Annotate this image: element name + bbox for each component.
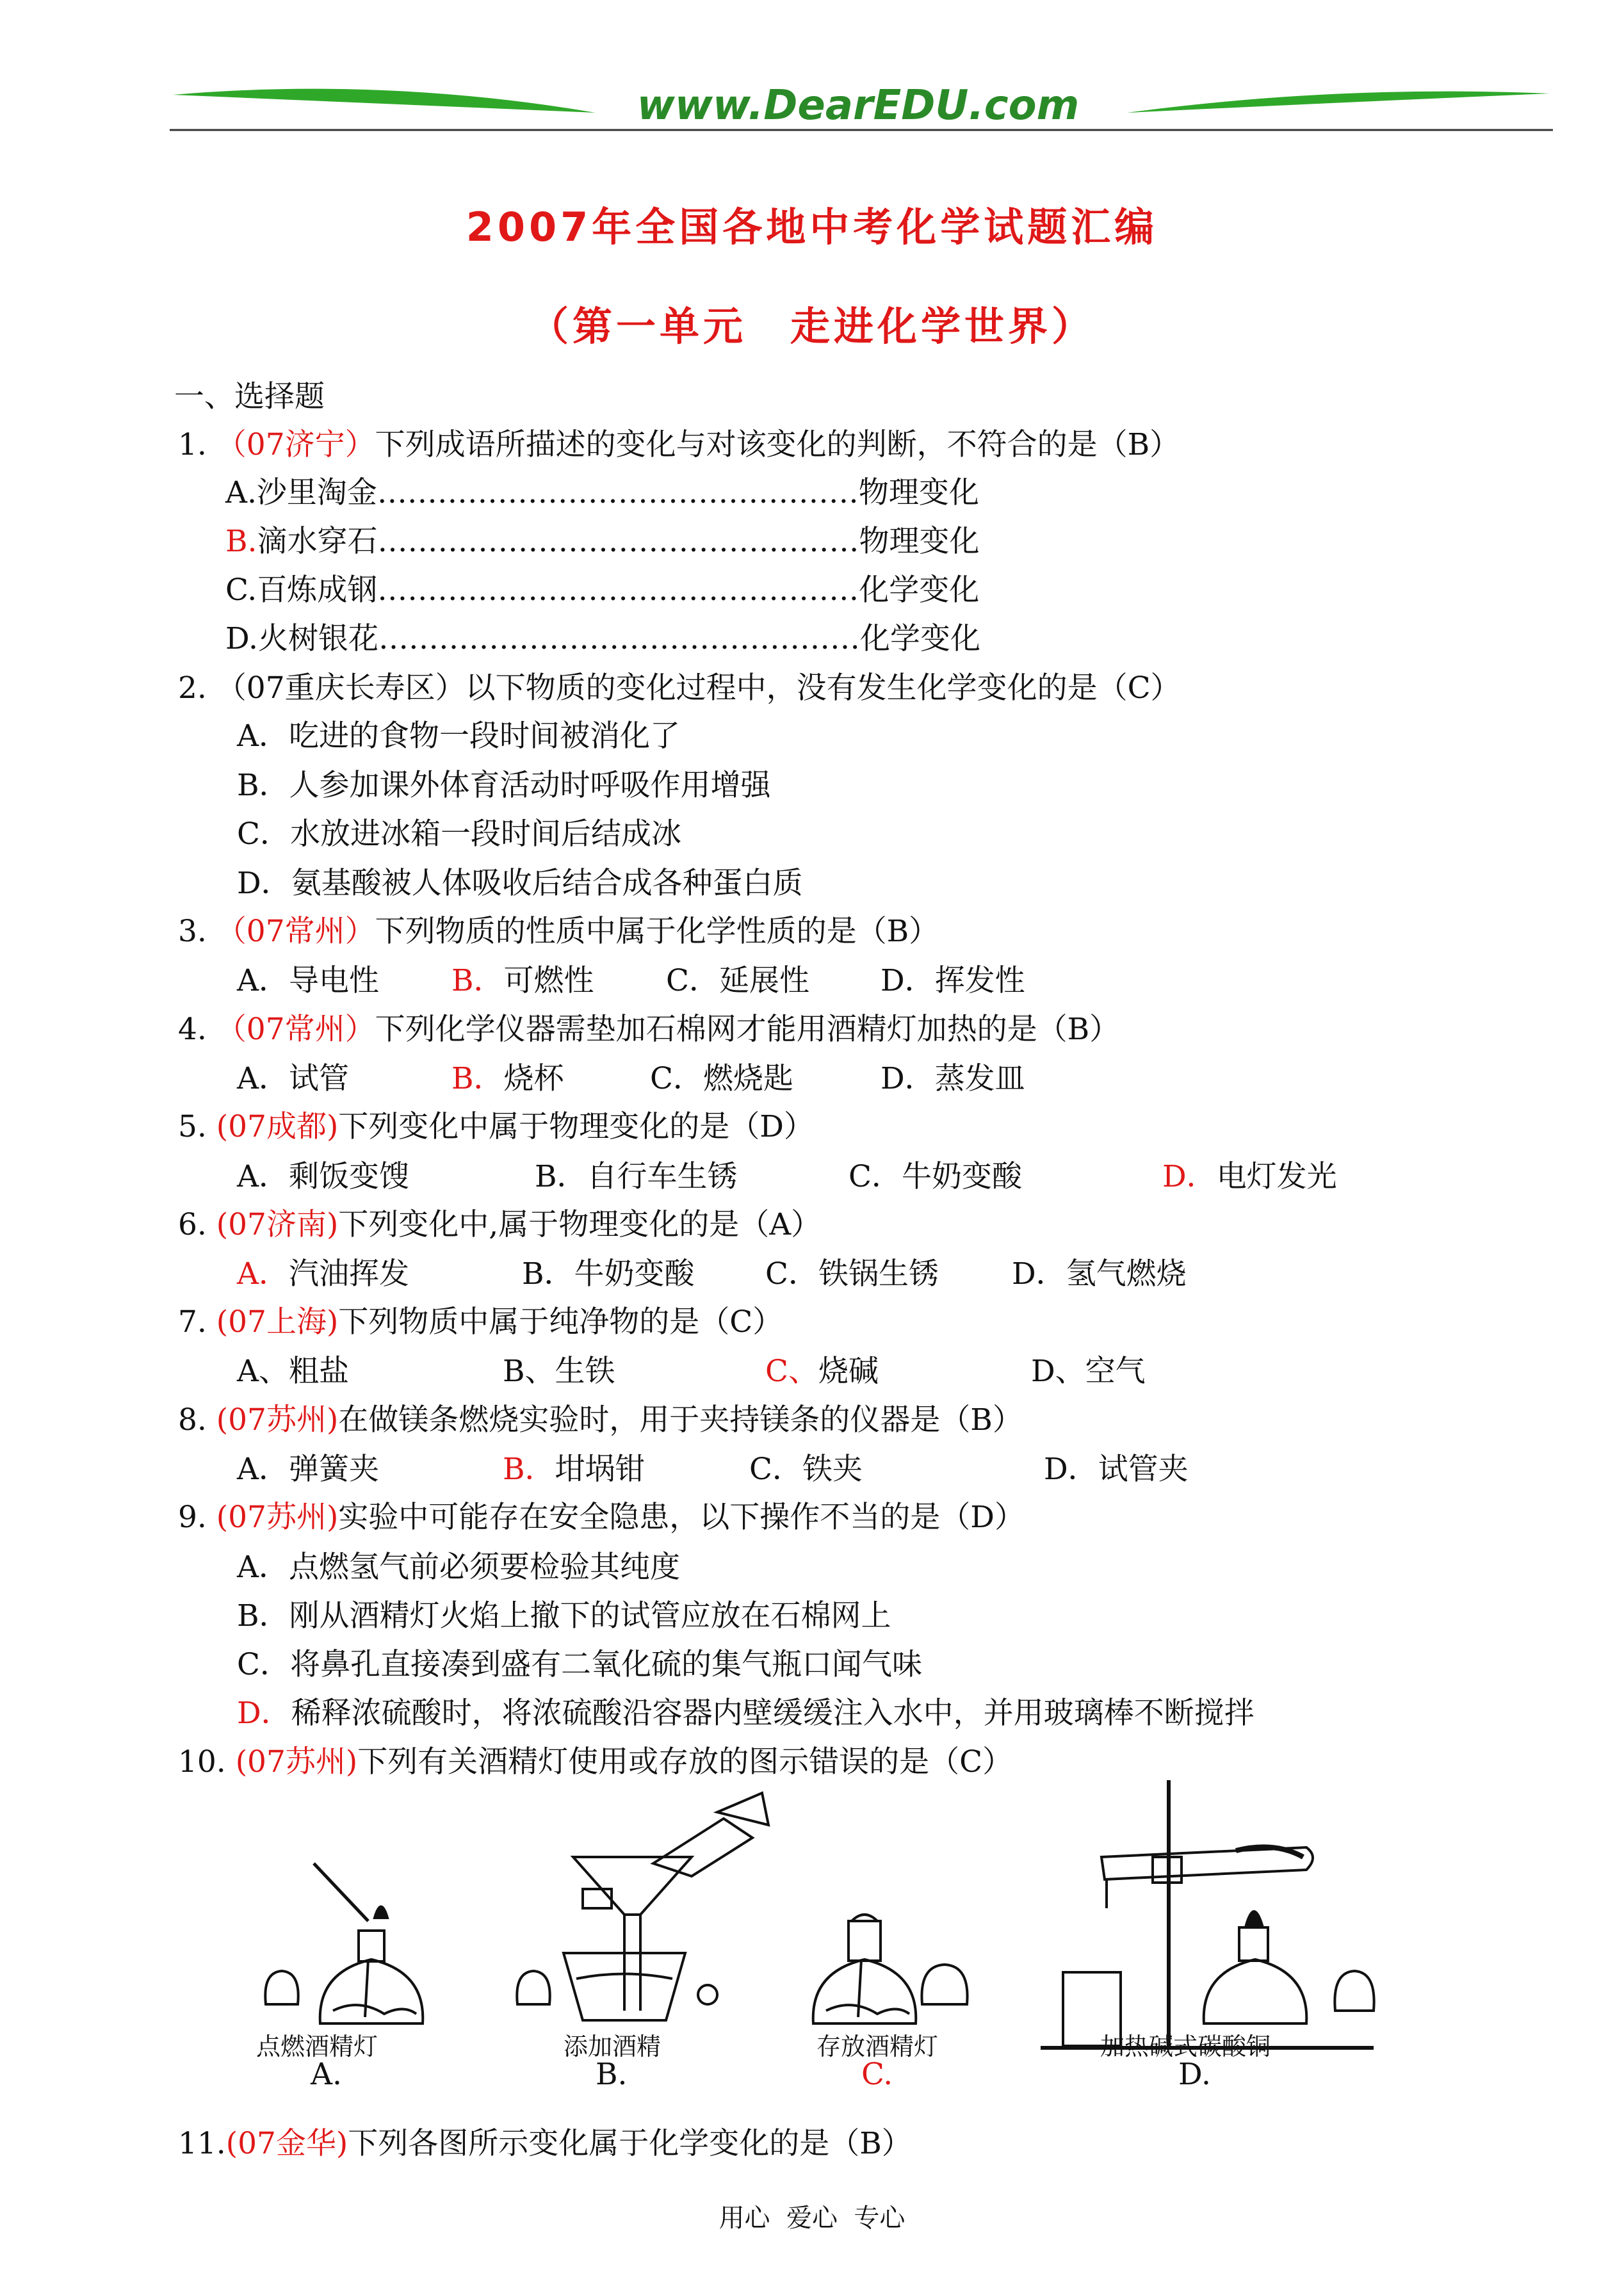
option: C．牛奶变酸 <box>849 1159 1022 1194</box>
option: A、粗盐 <box>237 1354 349 1389</box>
option: B.滴水穿石…………………………………………物理变化 <box>225 524 980 559</box>
figure-letter-a: A. <box>311 2057 342 2092</box>
alcohol-lamp-figures <box>0 1767 1624 2126</box>
option: D．电灯发光 <box>1162 1159 1337 1194</box>
option: B．可燃性 <box>451 963 594 998</box>
option: B．人参加课外体育活动时呼吸作用增强 <box>237 768 771 803</box>
figure-b-adding-alcohol <box>517 1793 768 2020</box>
figure-caption-b: 添加酒精 <box>564 2032 662 2061</box>
left-swoosh <box>173 89 596 113</box>
question-number: 1. <box>178 427 207 462</box>
question-7: 7. (07上海)下列物质中属于纯净物的是（C） <box>178 1304 783 1340</box>
option: A．导电性 <box>237 963 379 998</box>
option: D．挥发性 <box>881 963 1025 998</box>
option: D．氨基酸被人体吸收后结合成各种蛋白质 <box>237 866 803 901</box>
option: D．氢气燃烧 <box>1012 1256 1187 1292</box>
figure-caption-c: 存放酒精灯 <box>816 2032 939 2061</box>
question-6: 6. (07济南)下列变化中,属于物理变化的是（A） <box>178 1207 822 1242</box>
option: C．水放进冰箱一段时间后结成冰 <box>237 816 681 852</box>
option: D．稀释浓硫酸时，将浓硫酸沿容器内壁缓缓注入水中，并用玻璃棒不断搅拌 <box>237 1696 1255 1731</box>
option: D、空气 <box>1031 1354 1146 1389</box>
page-subtitle: （第一单元 走进化学世界） <box>528 303 1095 350</box>
section-heading: 一、选择题 <box>174 379 325 414</box>
option: C．铁锅生锈 <box>765 1256 939 1292</box>
option: B．刚从酒精灯火焰上撤下的试管应放在石棉网上 <box>237 1598 891 1634</box>
option: C.百炼成钢…………………………………………化学变化 <box>225 572 980 608</box>
figure-letter-b: B. <box>596 2057 628 2092</box>
figure-letter-d: D. <box>1178 2057 1211 2092</box>
option: A．弹簧夹 <box>237 1452 379 1487</box>
option: A．汽油挥发 <box>237 1256 409 1292</box>
option: B、生铁 <box>503 1354 615 1389</box>
option: C．燃烧匙 <box>650 1061 793 1096</box>
option: C、烧碱 <box>765 1354 879 1389</box>
question-1 <box>178 426 1180 464</box>
question-2 <box>178 669 1181 708</box>
page-title: 2007年全国各地中考化学试题汇编 <box>466 204 1158 250</box>
question-3: 3. （07常州）下列物质的性质中属于化学性质的是（B） <box>178 914 939 949</box>
figure-a-lighting-lamp <box>265 1863 423 2023</box>
option: C．延展性 <box>666 963 809 998</box>
option: B．坩埚钳 <box>503 1452 646 1487</box>
figure-caption-a: 点燃酒精灯 <box>256 2032 378 2061</box>
option: C．铁夹 <box>749 1452 863 1487</box>
option: B．自行车生锈 <box>535 1159 738 1194</box>
option: A．吃进的食物一段时间被消化了 <box>237 718 680 754</box>
option: A．试管 <box>237 1061 349 1096</box>
option: D.火树银花…………………………………………化学变化 <box>225 621 980 656</box>
question-10: 10. (07苏州)下列有关酒精灯使用或存放的图示错误的是（C） <box>178 1744 1013 1780</box>
question-text: （07重庆长寿区）以下物质的变化过程中，没有发生化学变化的是（C） <box>216 670 1181 706</box>
site-logo-text: www.DearEDU.com <box>637 82 1080 129</box>
figure-caption-d: 加热碱式碳酸铜 <box>1100 2032 1271 2061</box>
right-swoosh <box>1127 92 1550 113</box>
question-text: 下列成语所描述的变化与对该变化的判断，不符合的是（B） <box>375 427 1180 462</box>
option: D．蒸发皿 <box>881 1061 1025 1096</box>
option: D．试管夹 <box>1044 1452 1189 1487</box>
option: A．剩饭变馊 <box>237 1159 409 1194</box>
question-5: 5. (07成都)下列变化中属于物理变化的是（D） <box>178 1109 814 1144</box>
page-footer: 用心 爱心 专心 <box>719 2203 905 2233</box>
option: A.沙里淘金…………………………………………物理变化 <box>225 475 979 510</box>
question-source: （07济宁） <box>216 427 375 462</box>
question-11: 11.(07金华)下列各图所示变化属于化学变化的是（B） <box>178 2126 912 2161</box>
question-8: 8. (07苏州)在做镁条燃烧实验时，用于夹持镁条的仪器是（B） <box>178 1402 1023 1438</box>
figure-letter-c: C. <box>861 2057 893 2092</box>
question-9: 9. (07苏州)实验中可能存在安全隐患，以下操作不当的是（D） <box>178 1500 1025 1535</box>
figure-c-storing-lamp <box>813 1915 968 2023</box>
question-4: 4. （07常州）下列化学仪器需垫加石棉网才能用酒精灯加热的是（B） <box>178 1012 1120 1047</box>
option: B．牛奶变酸 <box>522 1256 695 1292</box>
option: A．点燃氢气前必须要检验其纯度 <box>237 1550 680 1585</box>
question-number: 2. <box>178 670 207 706</box>
option: C．将鼻孔直接凑到盛有二氧化硫的集气瓶口闻气味 <box>237 1647 922 1682</box>
figure-d-heating-apparatus <box>1041 1780 1374 2048</box>
option: B．烧杯 <box>451 1061 564 1096</box>
